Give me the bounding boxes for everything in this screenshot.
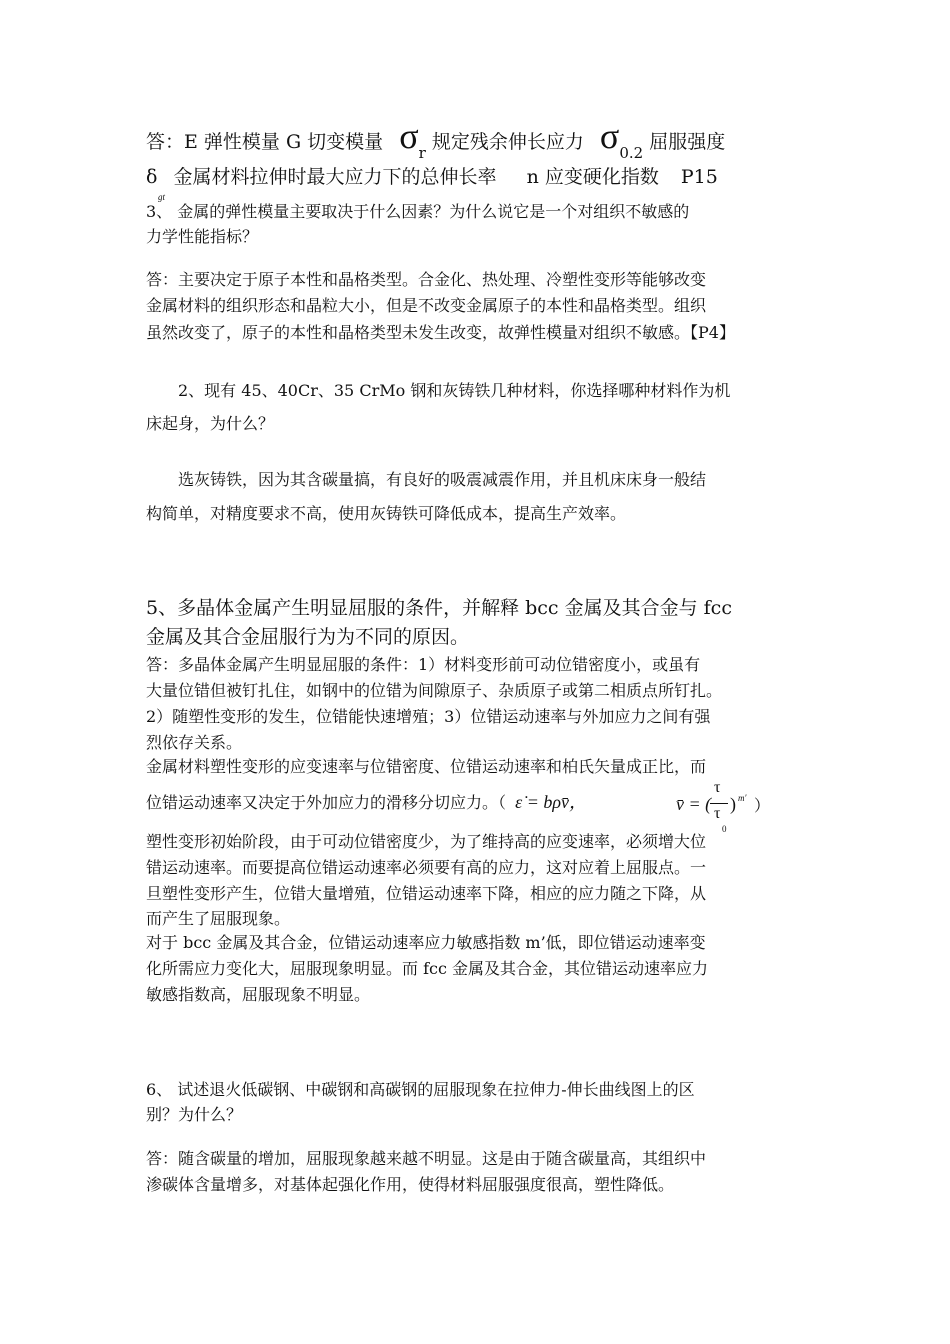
velocity-formula-lhs: v̄ = ( xyxy=(676,794,712,814)
q6-question-line2: 别？为什么？ xyxy=(146,1105,243,1124)
fraction-bar xyxy=(710,803,728,804)
q5-answer-line9: 旦塑性变形产生，位错大量增殖，位错运动速率下降，相应的应力随之下降，从 xyxy=(146,884,707,903)
q5-answer-line6 xyxy=(146,793,587,811)
sigma-02-symbol: σ xyxy=(599,116,620,156)
q2-answer-line1: 选灰铸铁，因为其含碳量搞，有良好的吸震减震作用，并且机床床身一般结 xyxy=(178,470,707,489)
q5-answer-line11: 对于 bcc 金属及其合金，位错运动速率应力敏感指数 m’低，即位错运动速率变 xyxy=(146,933,706,952)
sigma-r-symbol: σ xyxy=(399,116,419,156)
q5-answer-line10: 而产生了屈服现象。 xyxy=(146,909,291,928)
delta-symbol: δ xyxy=(146,166,158,188)
velocity-formula xyxy=(676,779,796,835)
q5-answer-line8: 错运动速率。而要提高位错运动速率必须要有高的应力，这对应着上屈服点。一 xyxy=(146,858,707,877)
q3-answer-line3: 虽然改变了，原子的本性和晶格类型未发生改变，故弹性模量对组织不敏感。【P4】 xyxy=(146,323,735,342)
q5-answer-line2: 大量位错但被钉扎住，如钢中的位错为间隙原子、杂质原子或第二相质点所钉扎。 xyxy=(146,681,723,700)
q6-question-line1: 6、 试述退火低碳钢、中碳钢和高碳钢的屈服现象在拉伸力-伸长曲线图上的区 xyxy=(146,1080,695,1099)
q5-answer-line13: 敏感指数高，屈服现象不明显。 xyxy=(146,985,371,1004)
q3-answer-line1: 答：主要决定于原子本性和晶格类型。合金化、热处理、冷塑性变形等能够改变 xyxy=(146,270,707,289)
page-ref-p15: P15 xyxy=(680,166,718,188)
sigma-r-description: 规定残余伸长应力 xyxy=(431,131,584,153)
q6-answer-line1: 答：随含碳量的增加，屈服现象越来越不明显。这是由于随含碳量高，其组织中 xyxy=(146,1149,707,1168)
q5-answer-line12: 化所需应力变化大，屈服现象明显。而 fcc 金属及其合金，其位错运动速率应力 xyxy=(146,959,709,978)
tau-zero-subscript: 0 xyxy=(722,824,727,834)
q5-answer-line7: 塑性变形初始阶段，由于可动位错密度少，为了维持高的应变速率，必须增大位 xyxy=(146,832,707,851)
q5-answer-line1: 答：多晶体金属产生明显屈服的条件：1）材料变形前可动位错密度小，或虽有 xyxy=(146,655,701,674)
hardening-exponent-label: n 应变硬化指数 xyxy=(526,166,659,188)
elongation-description: 金属材料拉伸时最大应力下的总伸长率 xyxy=(173,166,497,188)
q1-answer-line1 xyxy=(146,116,726,162)
q5-answer-line6-text: 位错运动速率又决定于外加应力的滑移分切应力。（ xyxy=(146,793,507,812)
q2-answer-line2: 构简单，对精度要求不高，使用灰铸铁可降低成本，提高生产效率。 xyxy=(146,504,627,523)
velocity-formula-exponent: m′ xyxy=(738,793,747,803)
sigma-r-subscript: r xyxy=(418,144,426,162)
yield-strength-label: 屈服强度 xyxy=(649,131,726,153)
sigma-02-subscript: 0.2 xyxy=(619,144,644,162)
q1-answer-line2 xyxy=(146,168,718,187)
q5-answer-line4: 烈依存关系。 xyxy=(146,733,243,752)
q6-answer-line2: 渗碳体含量增多，对基体起强化作用，使得材料屈服强度很高，塑性降低。 xyxy=(146,1175,675,1194)
q5-answer-line5: 金属材料塑性变形的应变速率与位错密度、位错运动速率和柏氏矢量成正比，而 xyxy=(146,757,707,776)
q1-answer-prefix: 答：E 弹性模量 G 切变模量 xyxy=(146,131,384,153)
q5-question-line1: 5、多晶体金属产生明显屈服的条件，并解释 bcc 金属及其合金与 fcc xyxy=(146,597,732,619)
velocity-formula-rhs: ) xyxy=(730,794,736,814)
q3-question-line2: 力学性能指标？ xyxy=(146,227,259,246)
q5-question-line2: 金属及其合金屈服行为为不同的原因。 xyxy=(146,626,470,648)
strain-rate-formula: ε̇ = bρv̄， xyxy=(515,792,587,812)
q3-answer-line2: 金属材料的组织形态和晶粒大小，但是不改变金属原子的本性和晶格类型。组织 xyxy=(146,296,707,315)
q3-question-line1: 3、 金属的弹性模量主要取决于什么因素？为什么说它是一个对组织不敏感的 xyxy=(146,202,690,221)
velocity-formula-numerator: τ xyxy=(714,779,721,796)
delta-gt-subscript: gt xyxy=(158,192,166,202)
q2-question-line1: 2、现有 45、40Cr、35 CrMo 钢和灰铸铁几种材料，你选择哪种材料作为机 xyxy=(178,381,731,400)
velocity-formula-denominator: τ xyxy=(714,805,721,822)
q5-answer-line3: 2）随塑性变形的发生，位错能快速增殖；3）位错运动速率与外加应力之间有强 xyxy=(146,707,711,726)
velocity-formula-close-paren: ） xyxy=(754,798,771,815)
q2-question-line2: 床起身，为什么？ xyxy=(146,414,275,433)
